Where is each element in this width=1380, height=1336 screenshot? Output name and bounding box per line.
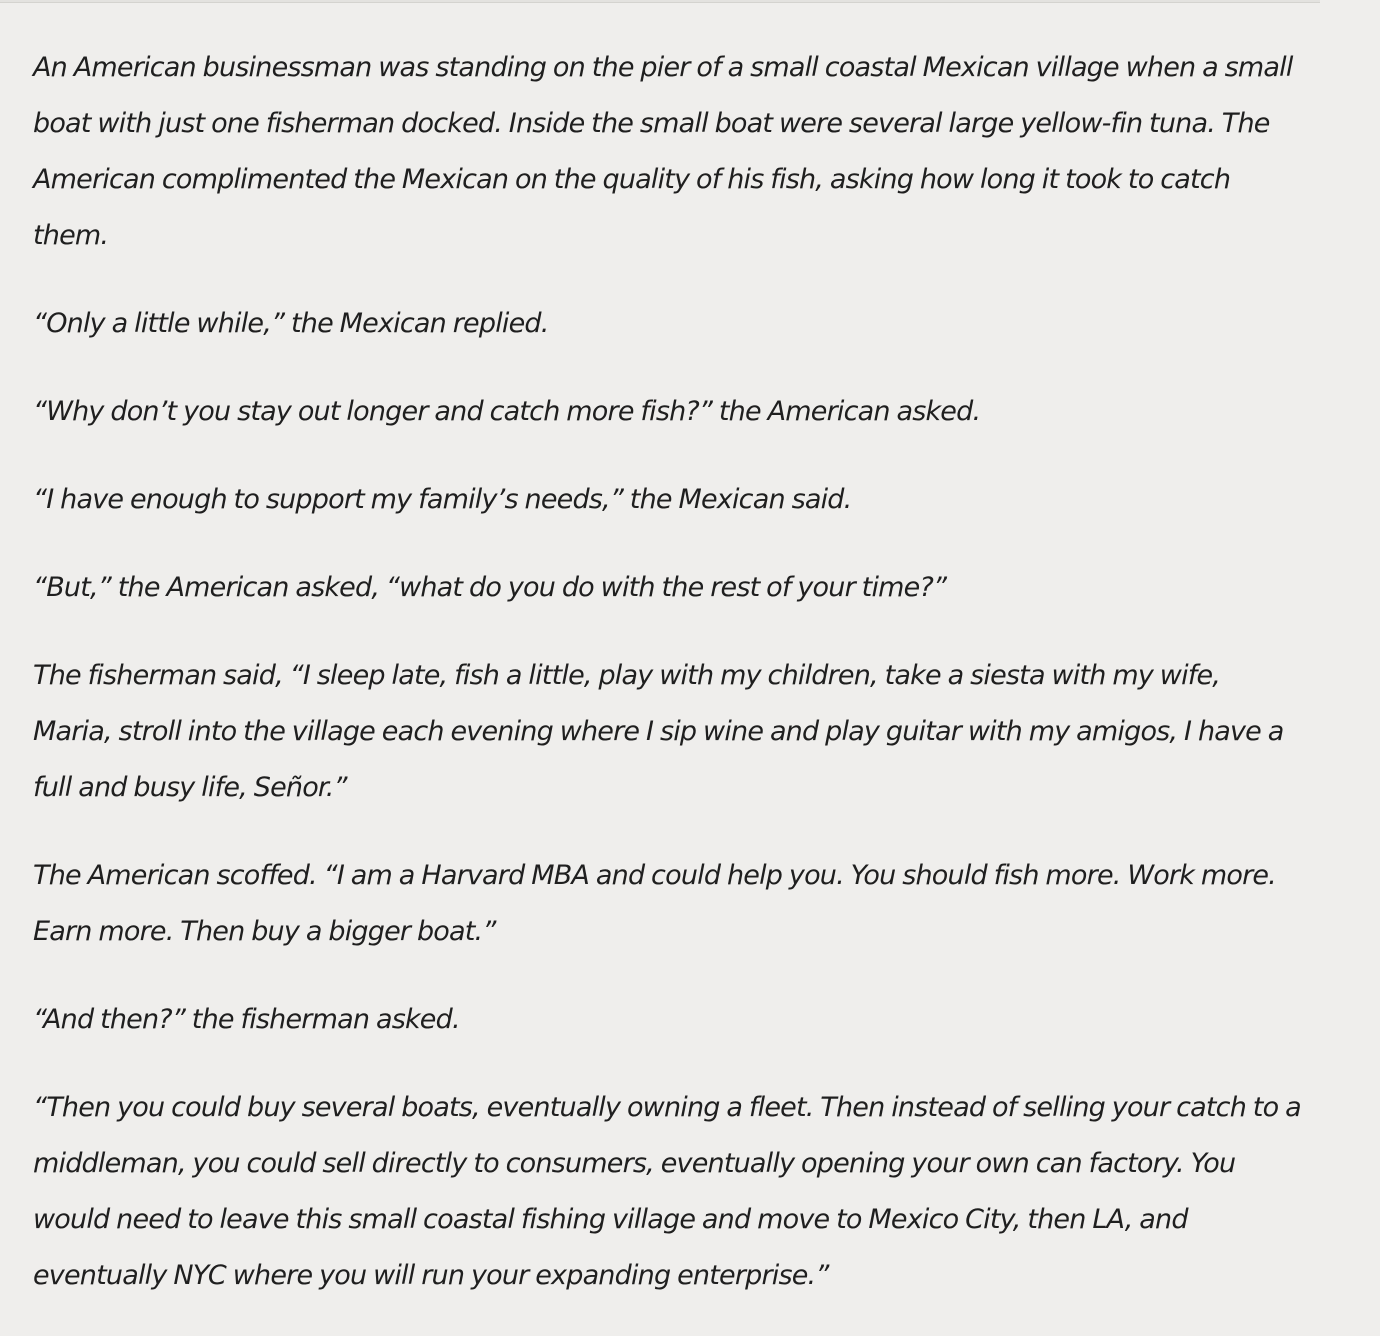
article-body — [33, 40, 1303, 1336]
paragraph-5: “But,” the American asked, “what do you do with the rest of your time?” — [33, 572, 947, 603]
right-margin — [1320, 0, 1380, 1298]
paragraph-8: “And then?” the fisherman asked. — [33, 1004, 460, 1035]
paragraph-9: “Then you could buy several boats, eventually owning a fleet. Then instead of selling your catch to a middleman, you could sell directly to consumers, eventually opening your own can factory. You would need to leave this small coastal fishing village and move to Mexico City, then LA, and eventually NYC where you will run your expanding enterprise.” — [33, 1092, 1301, 1291]
paragraph-7: The American scoffed. “I am a Harvard MBA and could help you. You should fish more. Work more. Earn more. Then buy a bigger boat.” — [33, 860, 1276, 947]
paragraph-4: “I have enough to support my family’s needs,” the Mexican said. — [33, 484, 852, 515]
paragraph-1: An American businessman was standing on the pier of a small coastal Mexican village when a small boat with just one fisherman docked. Inside the small boat were several large yellow-fin tuna. The American complimented the Mexican on the quality of his fish, asking how long it took to catch them. — [33, 52, 1293, 251]
paragraph-3: “Why don’t you stay out longer and catch more fish?” the American asked. — [33, 396, 981, 427]
paragraph-6: The fisherman said, “I sleep late, fish a little, play with my children, take a siesta with my wife, Maria, stroll into the village each evening where I sip wine and play guitar with my amigos, I have a full and busy life, Señor.” — [33, 660, 1284, 803]
top-divider — [0, 0, 1320, 3]
paragraph-2: “Only a little while,” the Mexican replied. — [33, 308, 549, 339]
